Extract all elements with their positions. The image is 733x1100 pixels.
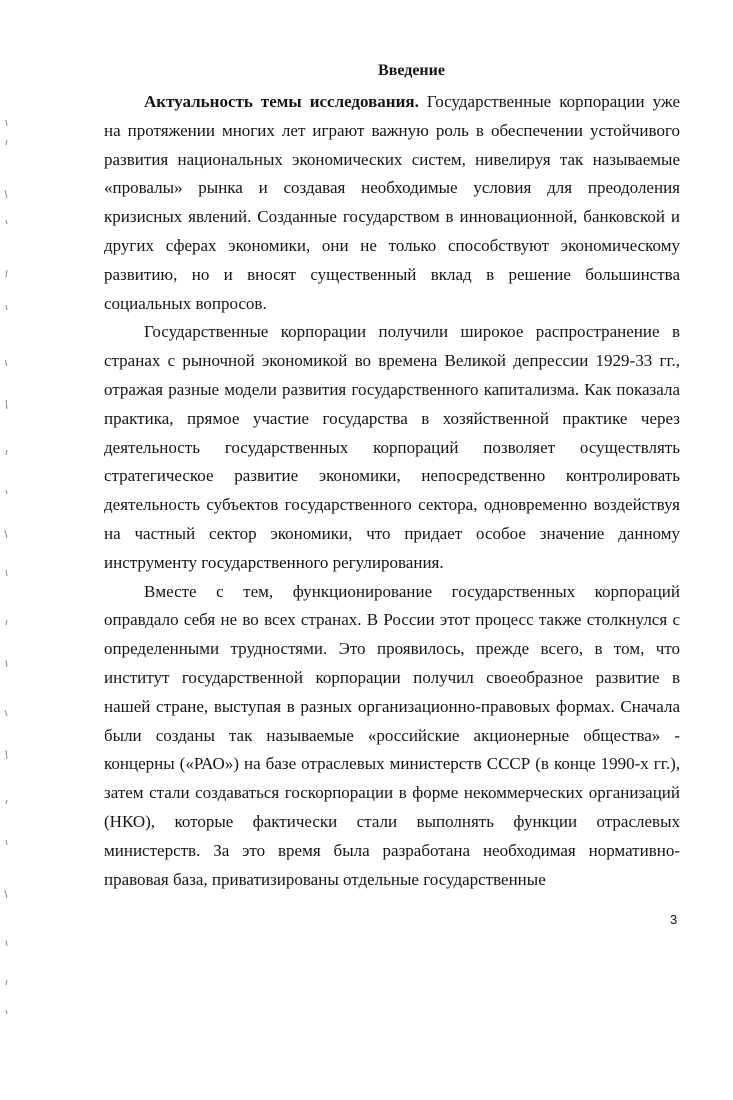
- paragraph-text: Вместе с тем, функционирование государственных корпораций оправдало себя не во всех странах. В России этот процесс также столкнулся с определенными трудностями. Это проявилось, прежде всего, в том, что институт государственной корпорации получил своеобразное развитие в нашей стране, выступая в разных организационно-правовых формах. Сначала были созданы так называемые «российские акционерные общества» - концерны («РАО») на базе отраслевых министерств СССР (в конце 1990-х гг.), затем стали создаваться госкорпорации в форме некоммерческих организаций (НКО), которые фактически стали выполнять функции отраслевых министерств. За это время была разработана необходимая нормативно-правовая база, приватизированы отдельные государственные: [104, 581, 680, 889]
- paragraph-text: Государственные корпорации получили широкое распространение в странах с рыночной экономикой во времена Великой депрессии 1929-33 гг., отражая разные модели развития государственного капитализма. Как показала практика, прямое участие государства в хозяйственной практике через деятельность государственных корпораций позволяет осуществлять стратегическое развитие экономики, непосредственно контролировать деятельность субъектов государственного сектора, одновременно воздействуя на частный сектор экономики, что придает особое значение данному инструменту государственного регулирования.: [104, 322, 680, 572]
- page-number: 3: [670, 912, 678, 927]
- paragraph-1: [104, 88, 680, 318]
- scan-margin-artifacts: [0, 100, 14, 1030]
- paragraph-text: Государственные корпорации уже на протяжении многих лет играют важную роль в обеспечении устойчивого развития национальных экономических систем, нивелируя так называемые «провалы» рынка и создавая необходимые условия для преодоления кризисных явлений. Созданные государством в инновационной, банковской и других сферах экономики, они не только способствуют экономическому развитию, но и вносят существенный вклад в решение большинства социальных вопросов.: [104, 92, 680, 313]
- paragraph-lead: Актуальность темы исследования.: [144, 92, 419, 111]
- document-title: Введение: [378, 62, 445, 79]
- paragraph-2: [104, 318, 680, 577]
- paragraph-3: [104, 578, 680, 895]
- document-body: [104, 88, 680, 894]
